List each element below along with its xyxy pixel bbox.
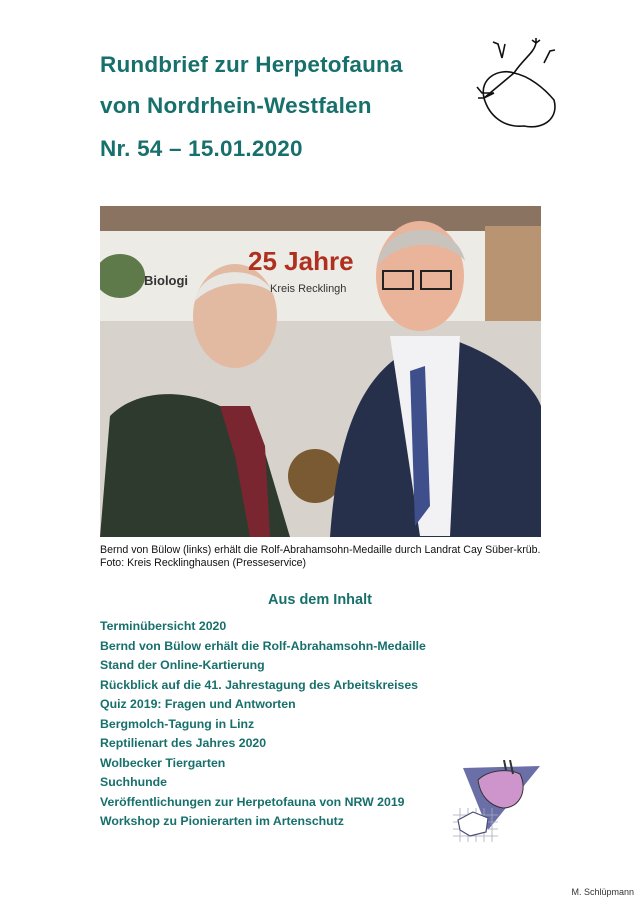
toc-item: Bergmolch-Tagung in Linz [100,716,255,731]
title-line-1: Rundbrief zur Herpetofauna [100,52,403,77]
photo-caption: Bernd von Bülow (links) erhält die Rolf-Abrahamsohn-Medaille durch Landrat Cay Süber-krüb. Foto: Kreis Recklinghausen (Presseservice) [100,544,541,569]
toc-heading: Aus dem Inhalt [268,592,372,608]
banner-text-main: 25 Jahre [248,246,354,276]
banner-text-right: Kreis Recklingh [270,283,347,295]
toc-list [100,619,426,834]
toc-item: Bernd von Bülow erhält die Rolf-Abrahamsohn-Medaille [100,638,426,653]
title-line-2: von Nordrhein-Westfalen [100,93,372,118]
logo-credit: M. Schlüpmann [571,887,634,897]
cover-photo [100,206,541,537]
toad-logo-icon [474,38,564,133]
toc-item: Wolbecker Tiergarten [100,755,226,770]
banner-text-left: Biologi [144,273,189,288]
issue-number: Nr. 54 – 15.01.2020 [100,136,303,161]
toc-item: Terminübersicht 2020 [100,619,227,633]
toc-item: Quiz 2019: Fragen und Antworten [100,697,296,711]
toc-item: Workshop zu Pionierarten im Artenschutz [100,814,344,828]
toc-item: Reptilienart des Jahres 2020 [100,736,267,750]
toc-item: Veröffentlichungen zur Herpetofauna von NRW 2019 [100,794,405,809]
toc-item: Suchhunde [100,775,167,789]
toc-item: Stand der Online-Kartierung [100,658,265,672]
toc-item: Rückblick auf die 41. Jahrestagung des Arbeitskreises [100,677,419,692]
ak-herpetofauna-logo-icon [448,760,543,845]
